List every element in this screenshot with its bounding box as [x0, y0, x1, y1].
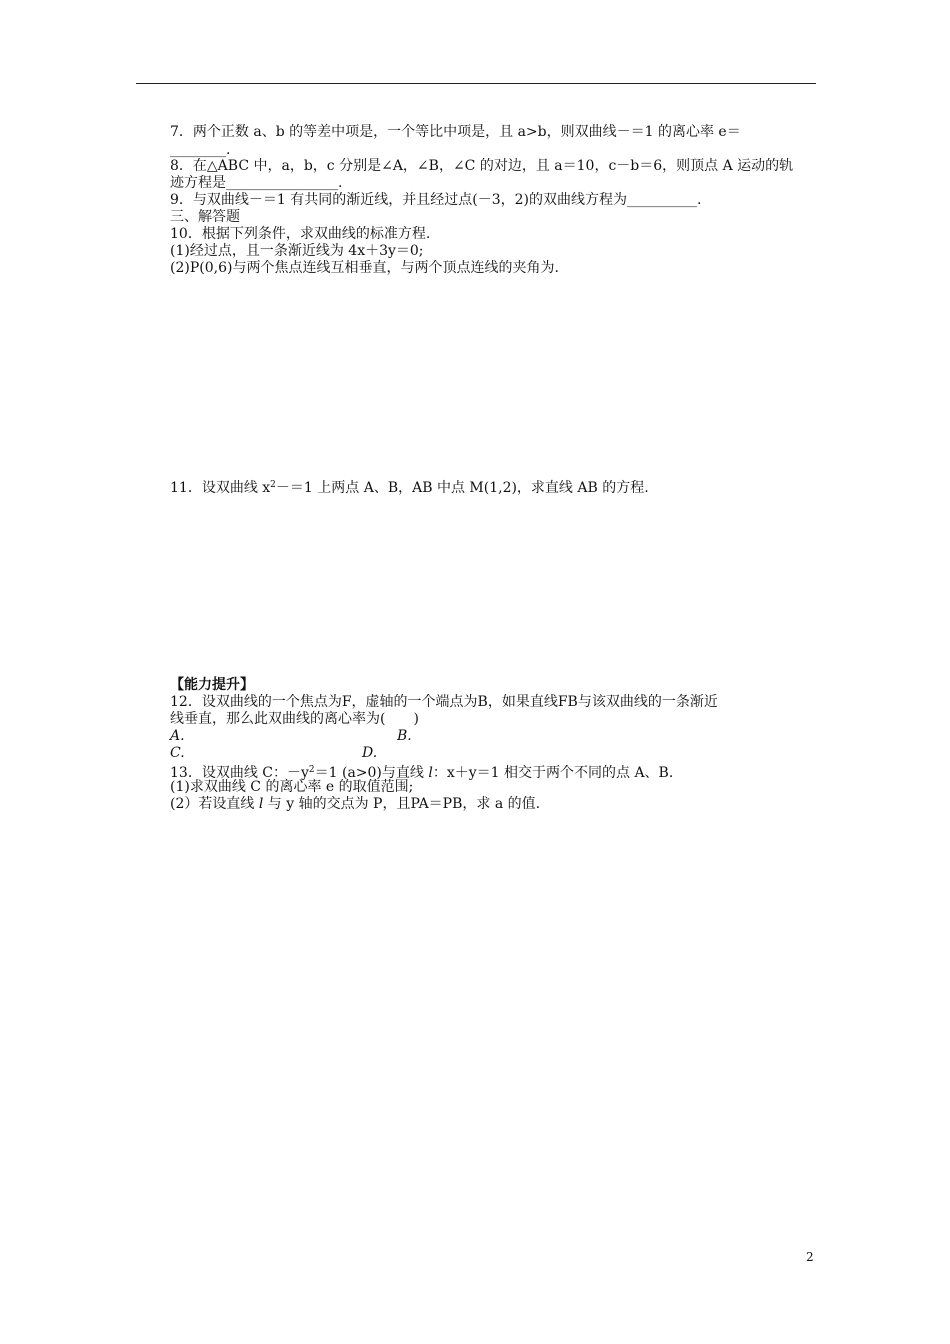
section-heading: 三、解答题: [170, 209, 240, 225]
problem-13-line-symbol: l: [428, 765, 433, 781]
problem-10-part1: (1)经过点，且一条渐近线为 4x＋3y＝0;: [170, 243, 424, 259]
problem-11-superscript: 2: [270, 480, 276, 490]
option-c: C.: [170, 745, 185, 761]
problem-13-part2-text-a: (2）若设直线: [170, 796, 259, 812]
page-number: 2: [806, 1250, 814, 1264]
problem-7-line2: ________.: [170, 142, 231, 158]
problem-8-line1: 8．在△ABC 中，a，b，c 分别是∠A，∠B，∠C 的对边，且 a＝10，c－b＝6，则顶点 A 运动的轨: [170, 158, 794, 174]
problem-11-text-b: －＝1 上两点 A、B，AB 中点 M(1,2)，求直线 AB 的方程.: [275, 480, 649, 496]
problem-10: 10．根据下列条件，求双曲线的标准方程.: [170, 226, 431, 242]
problem-11-text-a: 11．设双曲线 x: [170, 480, 271, 496]
ability-heading: 【能力提升】: [170, 677, 254, 693]
problem-13-part2: [170, 796, 540, 813]
option-a: A.: [170, 728, 185, 744]
problem-10-part2: (2)P(0,6)与两个焦点连线互相垂直，与两个顶点连线的夹角为.: [170, 260, 559, 276]
problem-7-line1: 7．两个正数 a、b 的等差中项是，一个等比中项是，且 a>b，则双曲线－＝1 的离心率 e＝: [170, 124, 741, 140]
problem-13-part1: (1)求双曲线 C 的离心率 e 的取值范围;: [170, 779, 414, 795]
option-d: D.: [362, 745, 378, 761]
problem-9: 9．与双曲线－＝1 有共同的渐近线，并且经过点(－3，2)的双曲线方程为__________.: [170, 192, 702, 208]
problem-13-text-b: ＝1 (a>0)与直线: [314, 765, 429, 781]
problem-13-text-c: ：x＋y＝1 相交于两个不同的点 A、B.: [432, 765, 674, 781]
problem-12-line1: 12．设双曲线的一个焦点为F，虚轴的一个端点为B，如果直线FB与该双曲线的一条渐近: [170, 694, 718, 710]
problem-13-part2-text-b: 与 y 轴的交点为 P，且PA＝PB，求 a 的值.: [263, 796, 541, 812]
problem-13-text-a: 13．设双曲线 C：－y: [170, 765, 309, 781]
problem-8-line2: 迹方程是________________.: [170, 175, 343, 191]
header-rule: [136, 83, 816, 84]
problem-13-superscript: 2: [308, 765, 315, 775]
option-b: B.: [397, 728, 412, 744]
problem-12-line2: 线垂直，那么此双曲线的离心率为( ): [170, 711, 419, 727]
problem-11: [170, 477, 649, 497]
problem-13-part2-line-symbol: l: [258, 796, 264, 812]
